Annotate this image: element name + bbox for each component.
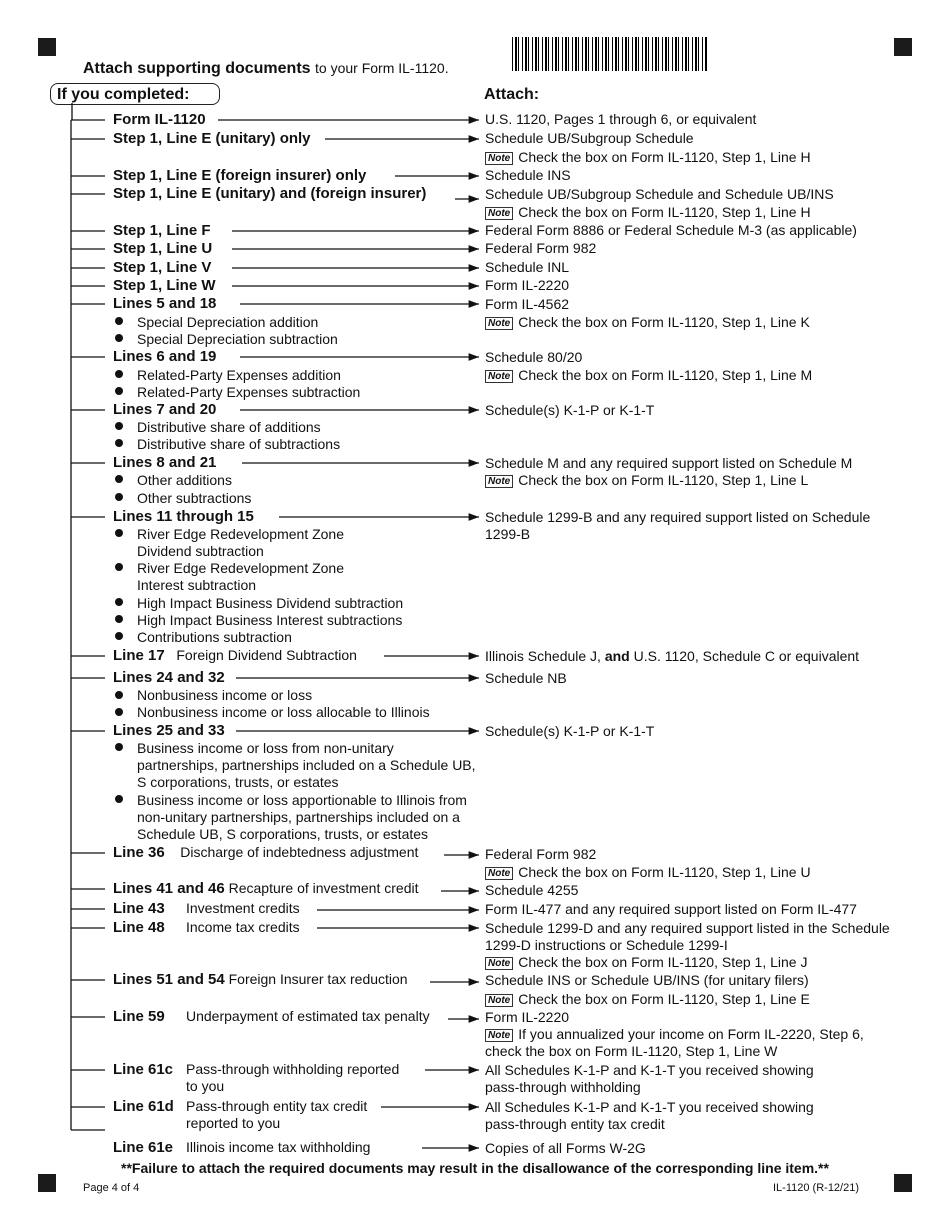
page-title: Attach supporting documents to your Form IL-1120. (83, 60, 449, 77)
bullet-text: Interest subtraction (137, 577, 257, 593)
bullet (115, 387, 123, 395)
page-number: Page 4 of 4 (83, 1182, 140, 1194)
bullet (115, 563, 123, 571)
row-label-line-61d-cont: reported to you (186, 1115, 281, 1131)
row-label-step1-line-f: Step 1, Line F (113, 222, 211, 239)
bullet-text: Nonbusiness income or loss allocable to Illinois (137, 704, 430, 720)
row-label-line-61d: Line 61d Pass-through entity tax credit (113, 1098, 368, 1115)
bullet (115, 334, 123, 342)
bullet-text: Contributions subtraction (137, 629, 292, 645)
bullet (115, 708, 123, 716)
note-line: Note Check the box on Form IL-1120, Step 1, Line M (485, 367, 812, 383)
bullet (115, 632, 123, 640)
bullet-text: S corporations, trusts, or estates (137, 774, 339, 790)
attach-text: Federal Form 982 (485, 240, 597, 256)
attach-text: pass-through withholding (485, 1079, 641, 1095)
bullet-text: Other subtractions (137, 490, 252, 506)
bullet (115, 439, 123, 447)
bullet (115, 598, 123, 606)
bullet (115, 493, 123, 501)
attach-text: Schedule NB (485, 670, 567, 686)
bullet-text: River Edge Redevelopment Zone (137, 526, 345, 542)
left-column-heading: If you completed: (50, 83, 220, 105)
attach-text: Schedule UB/Subgroup Schedule (485, 130, 694, 146)
bullet-text: Distributive share of additions (137, 419, 321, 435)
bullet-text: Related-Party Expenses subtraction (137, 384, 361, 400)
row-label-line-61e: Line 61e Illinois income tax withholding (113, 1139, 371, 1156)
attach-text: Form IL-2220 (485, 277, 570, 293)
bullet-text: River Edge Redevelopment Zone (137, 560, 345, 576)
row-label-step1-line-e-both: Step 1, Line E (unitary) and (foreign insurer) (113, 185, 427, 202)
bullet (115, 475, 123, 483)
note-line-cont: check the box on Form IL-1120, Step 1, Line W (485, 1043, 778, 1059)
attach-text: Schedule INS (485, 167, 571, 183)
bullet-text: non-unitary partnerships, partnerships included on a (137, 809, 460, 825)
attach-text: Schedule(s) K-1-P or K-1-T (485, 402, 655, 418)
row-label-lines-11-15: Lines 11 through 15 (113, 508, 254, 525)
bullet-text: High Impact Business Dividend subtraction (137, 595, 404, 611)
attach-text: Form IL-2220 (485, 1009, 570, 1025)
bullet-text: Dividend subtraction (137, 543, 264, 559)
bullet-text: Business income or loss apportionable to Illinois from (137, 792, 467, 808)
bullet-text: partnerships, partnerships included on a Schedule UB, (137, 757, 476, 773)
attach-text: Schedule 80/20 (485, 349, 583, 365)
form-id: IL-1120 (R-12/21) (773, 1182, 860, 1194)
attach-text: pass-through entity tax credit (485, 1116, 665, 1132)
bullet (115, 691, 123, 699)
row-label-lines-25-33: Lines 25 and 33 (113, 722, 225, 739)
bullet (115, 795, 123, 803)
bullet-text: Business income or loss from non-unitary (137, 740, 394, 756)
bullet-text: High Impact Business Interest subtractions (137, 612, 403, 628)
row-label-step1-line-v: Step 1, Line V (113, 259, 212, 276)
bullet-text: Nonbusiness income or loss (137, 687, 313, 703)
note-line: Note Check the box on Form IL-1120, Step 1, Line H (485, 204, 811, 220)
attach-text: Schedule INS or Schedule UB/INS (for unitary filers) (485, 972, 809, 988)
row-label-line-17: Line 17 Foreign Dividend Subtraction (113, 647, 357, 664)
attach-text: Schedule INL (485, 259, 570, 275)
attach-text: Federal Form 8886 or Federal Schedule M-3 (as applicable) (485, 222, 857, 238)
note-line: Note If you annualized your income on Form IL-2220, Step 6, (485, 1026, 864, 1042)
attach-text: Schedule M and any required support listed on Schedule M (485, 455, 853, 471)
bullet (115, 370, 123, 378)
row-label-step1-line-u: Step 1, Line U (113, 240, 213, 257)
row-label-step1-line-w: Step 1, Line W (113, 277, 216, 294)
row-label-line-48: Line 48 Income tax credits (113, 919, 300, 936)
row-label-lines-6-19: Lines 6 and 19 (113, 348, 217, 365)
row-label-line-61c: Line 61c Pass-through withholding reported (113, 1061, 400, 1078)
note-line: Note Check the box on Form IL-1120, Step 1, Line E (485, 991, 810, 1007)
bullet (115, 422, 123, 430)
attach-text: Schedule UB/Subgroup Schedule and Schedule UB/INS (485, 186, 834, 202)
attach-text: Illinois Schedule J, and U.S. 1120, Schedule C or equivalent (485, 648, 860, 664)
row-label-lines-7-20: Lines 7 and 20 (113, 401, 217, 418)
note-line: Note Check the box on Form IL-1120, Step 1, Line U (485, 864, 811, 880)
row-label-line-61c-cont: to you (186, 1078, 225, 1094)
row-label-line-59: Line 59 Underpayment of estimated tax penalty (113, 1008, 430, 1025)
bullet (115, 615, 123, 623)
failure-warning: **Failure to attach the required documents may result in the disallowance of the corresponding line item.** (121, 1160, 829, 1176)
bullet (115, 317, 123, 325)
row-label-step1-line-e-foreign: Step 1, Line E (foreign insurer) only (113, 167, 367, 184)
row-label-lines-41-46: Lines 41 and 46 Recapture of investment credit (113, 880, 419, 897)
row-label-step1-line-e-unitary: Step 1, Line E (unitary) only (113, 130, 311, 147)
attach-text: Schedule 1299-D and any required support listed in the Schedule (485, 920, 890, 936)
attach-text: Schedule 4255 (485, 882, 579, 898)
bullet (115, 529, 123, 537)
row-label-lines-5-18: Lines 5 and 18 (113, 295, 217, 312)
attach-text: All Schedules K-1-P and K-1-T you received showing (485, 1099, 814, 1115)
attach-text: Copies of all Forms W-2G (485, 1140, 646, 1156)
attach-text: Form IL-477 and any required support listed on Form IL-477 (485, 901, 857, 917)
row-label-line-43: Line 43 Investment credits (113, 900, 300, 917)
attach-text: Form IL-4562 (485, 296, 570, 312)
row-label-lines-51-54: Lines 51 and 54 Foreign Insurer tax reduction (113, 971, 408, 988)
attach-text: All Schedules K-1-P and K-1-T you received showing (485, 1062, 814, 1078)
bullet-text: Schedule UB, S corporations, trusts, or estates (137, 826, 429, 842)
attach-text: U.S. 1120, Pages 1 through 6, or equivalent (485, 111, 757, 127)
row-label-lines-24-32: Lines 24 and 32 (113, 669, 225, 686)
attach-text: Federal Form 982 (485, 846, 597, 862)
row-label-form-il1120: Form IL-1120 (113, 111, 206, 128)
attach-text: 1299-D instructions or Schedule 1299-I (485, 937, 728, 953)
attach-text: Schedule(s) K-1-P or K-1-T (485, 723, 655, 739)
bullet-text: Distributive share of subtractions (137, 436, 341, 452)
note-line: Note Check the box on Form IL-1120, Step 1, Line L (485, 472, 808, 488)
bullet-text: Related-Party Expenses addition (137, 367, 341, 383)
right-column-heading: Attach: (484, 86, 540, 103)
bullet-text: Special Depreciation addition (137, 314, 319, 330)
attach-text: Schedule 1299-B and any required support listed on Schedule (485, 509, 871, 525)
note-line: Note Check the box on Form IL-1120, Step 1, Line J (485, 954, 807, 970)
row-label-line-36: Line 36 Discharge of indebtedness adjustment (113, 844, 419, 861)
bullet-text: Special Depreciation subtraction (137, 331, 338, 347)
attach-text: 1299-B (485, 526, 531, 542)
bullet (115, 743, 123, 751)
note-line: Note Check the box on Form IL-1120, Step 1, Line K (485, 314, 810, 330)
note-line: Note Check the box on Form IL-1120, Step 1, Line H (485, 149, 811, 165)
row-label-lines-8-21: Lines 8 and 21 (113, 454, 217, 471)
bullet-text: Other additions (137, 472, 232, 488)
